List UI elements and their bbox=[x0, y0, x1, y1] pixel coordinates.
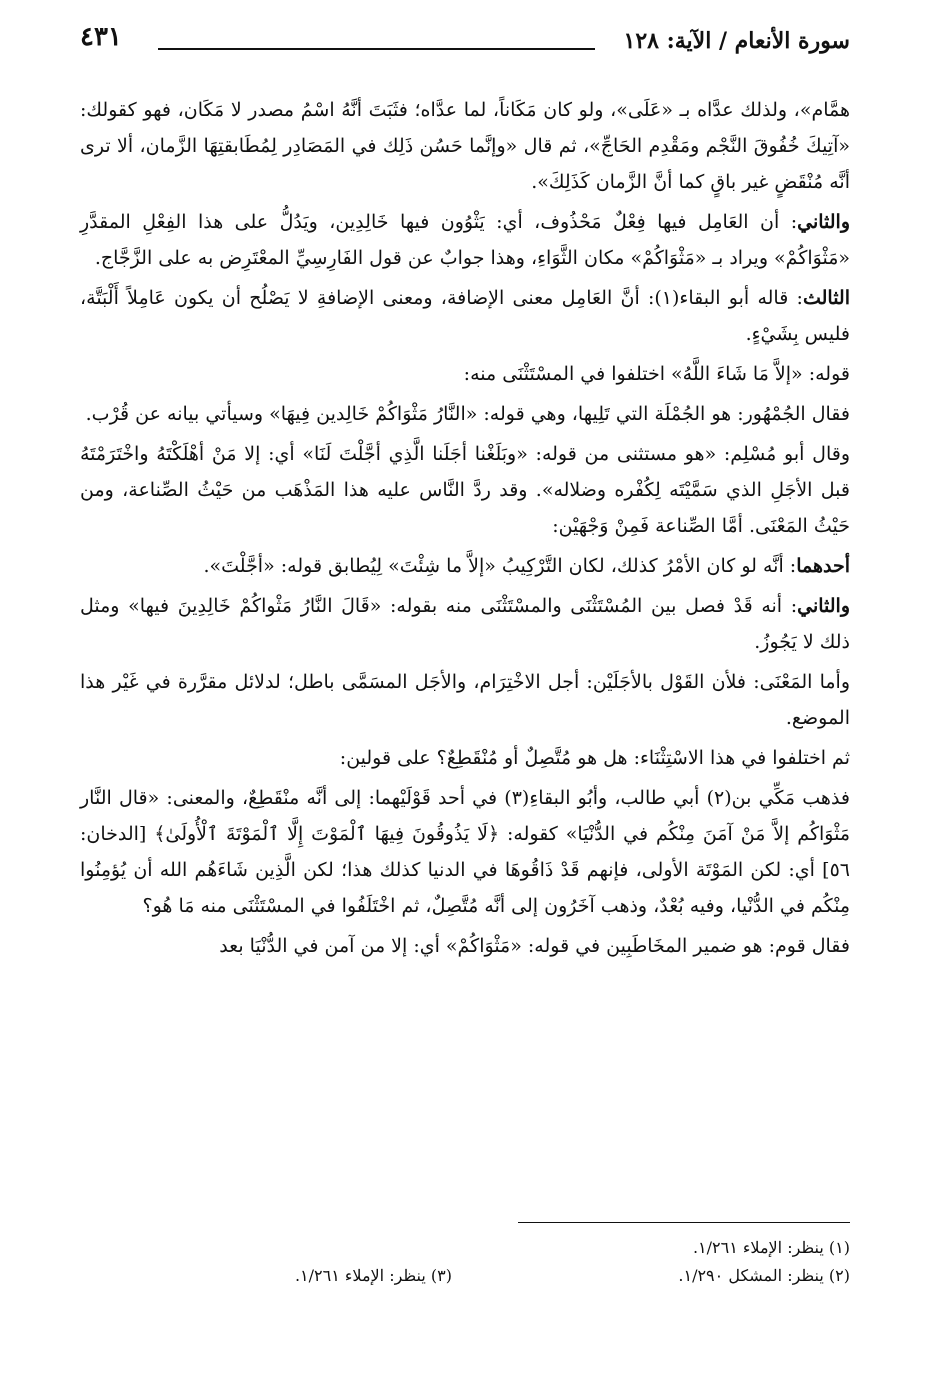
paragraph-lead: والثاني bbox=[797, 211, 850, 233]
paragraph-text: فقال الجُمْهُور: هو الجُمْلَة التي تَلِيها، وهي قوله: «النَّارُ مَثْوَاكُمْ خَالِدين فِيهَا» وسيأتي بيانه عن قُرْب. bbox=[85, 403, 850, 425]
paragraph bbox=[80, 280, 850, 352]
paragraph bbox=[80, 548, 850, 584]
paragraph-lead: أحدهما bbox=[796, 555, 850, 577]
paragraph-text: همَّام»، ولذلك عدَّاه بـ «عَلَى»، ولو كان مَكَاناً، لما عدَّاه؛ فثَبَتَ أنَّهُ اسْمُ مصدر لا مَكَان، فهو كقولك: «آتِيكَ خُفُوقَ النَّجْم ومَقْدِم الحَاجِّ»، ثم قال «وإنَّما حَسُن ذَلِك في المَصَادِر لِمُطَابقتِهَا الزَّمان، ألا ترى أنَّه مُنْقَضٍ غير باقٍ كما أنَّ الزَّمان كَذَلِكَ». bbox=[80, 99, 850, 193]
page-header bbox=[80, 22, 850, 62]
paragraph bbox=[80, 740, 850, 776]
paragraph-text: فقال قوم: هو ضمير المخَاطَبِين في قوله: «مَثْوَاكُمْ» أي: إلا من آمن في الدُّنْيَا بعد bbox=[219, 935, 850, 957]
header-rule bbox=[158, 48, 595, 50]
paragraph-text: : أنَّه لو كان الأمْرُ كذلك، لكان التَّرْكِيبُ «إلاَّ ما شِئْتَ» لِيُطابق قوله: «أجَّلْتَ». bbox=[203, 555, 797, 577]
paragraph bbox=[80, 436, 850, 544]
paragraph-text: ثم اختلفوا في هذا الاسْتِثْنَاء: هل هو مُتَّصِلٌ أو مُنْقَطِعٌ؟ على قولين: bbox=[339, 747, 850, 769]
paragraph-text: قوله: «إلاَّ مَا شَاءَ اللَّهُ» اختلفوا في المسْتَثْنَى منه: bbox=[463, 363, 850, 385]
main-text bbox=[80, 92, 850, 968]
surah-verse-title: سورة الأنعام / الآية: ١٢٨ bbox=[623, 28, 850, 54]
paragraph bbox=[80, 396, 850, 432]
paragraph-text: وأما المَعْنَى: فلأن القَوْل بالأجَلَيْن: أجل الاخْتِرَام، والأجَل المسَمَّى باطل؛ لدلائل مقرَّرة في غَيْر هذا الموضع. bbox=[80, 671, 850, 729]
paragraph-text: فذهب مَكِّي بن(٢) أبي طالب، وأبُو البقاءِ(٣) في أحد قَوْلَيْهما: إلى أنَّه منْقَطِعٌ، والمعنى: «قال النَّار مَثْوَاكُم إلاَّ مَنْ آمَنَ مِنْكُم في الدُّنْيَا» كقوله: ﴿لَا يَذُوقُونَ فِيهَا ٱلْمَوْتَ إِلَّا ٱلْمَوْتَةَ ٱلْأُولَىٰ﴾ [الدخان: ٥٦] أي: لكن المَوْتَة الأولى، فإنهم قَدْ ذَاقُوهَا في الدنيا كذلك هذا؛ لكن الَّذِين شَاءَهُم الله أن يُؤمِنُوا مِنْكُم في الدُّنْيا، وفيه بُعْدٌ، وذهب آخَرُون إلى أنَّه مُتَّصِلٌ، ثم اخْتَلَفُوا في المسْتَثْنَى منه مَا هُو؟ bbox=[80, 787, 851, 917]
paragraph-lead: والثاني bbox=[797, 595, 850, 617]
paragraph bbox=[80, 92, 850, 200]
paragraph bbox=[80, 356, 850, 392]
paragraph-text: : أنه قَدْ فصل بين المُسْتَثْنَى والمسْتَثْنَى منه بقوله: «قَالَ النَّارُ مَثْواكُمْ خَالِدِينَ فيها» ومثل ذلك لا يَجُوزُ. bbox=[80, 595, 850, 653]
paragraph bbox=[80, 204, 850, 276]
footnote-rule bbox=[518, 1222, 850, 1223]
paragraph bbox=[80, 664, 850, 736]
paragraph-lead: الثالث bbox=[802, 287, 850, 309]
footnote-1: (١) ينظر: الإملاء ١/٢٦١. bbox=[692, 1238, 850, 1257]
footnote-2: (٢) ينظر: المشكل ١/٢٩٠. bbox=[678, 1266, 850, 1285]
paragraph bbox=[80, 588, 850, 660]
page-number: ٤٣١ bbox=[80, 22, 122, 52]
footnote-3: (٣) ينظر: الإملاء ١/٢٦١. bbox=[294, 1266, 452, 1285]
paragraph-text: : أن العَامِل فيها فِعْلٌ مَحْذُوف، أي: يَثْوُون فيها خَالِدِين، ويَدُلُّ على هذا الفِعْلِ المقدَّرِ «مَثْوَاكُمْ» ويراد بـ «مَثْوَاكُمْ» مكان الثَّوَاءِ، وهذا جوابٌ عن قول الفَارِسِيِّ المعْتَرِض به على الزَّجَّاج. bbox=[80, 211, 850, 269]
paragraph-text: : قاله أبو البقاء(١): أنَّ العَامِل معنى الإضافة، ومعنى الإضافةِ لا يَصْلُح أن يكون عَامِلاً أَلْبَتَّة، فليس بِشَيْءٍ. bbox=[80, 287, 850, 345]
paragraph bbox=[80, 780, 850, 924]
paragraph-text: وقال أبو مُسْلِم: «هو مستثنى من قوله: «وبَلَغْنا أجَلَنا الَّذِي أجَّلْتَ لَنَا» أي: إلا مَنْ أهْلَكْتَهُ واخْتَرَمْتَهُ قبل الأجَلِ الذي سَمَّيْتَه لِكُفْره وضلاله». وقد ردَّ النَّاس عليه هذا المَذْهَب من حَيْثُ الصِّناعة، ومن حَيْثُ المَعْنَى. أمَّا الصِّناعة فَمِنْ وَجْهَيْن: bbox=[80, 443, 850, 537]
paragraph bbox=[80, 928, 850, 964]
